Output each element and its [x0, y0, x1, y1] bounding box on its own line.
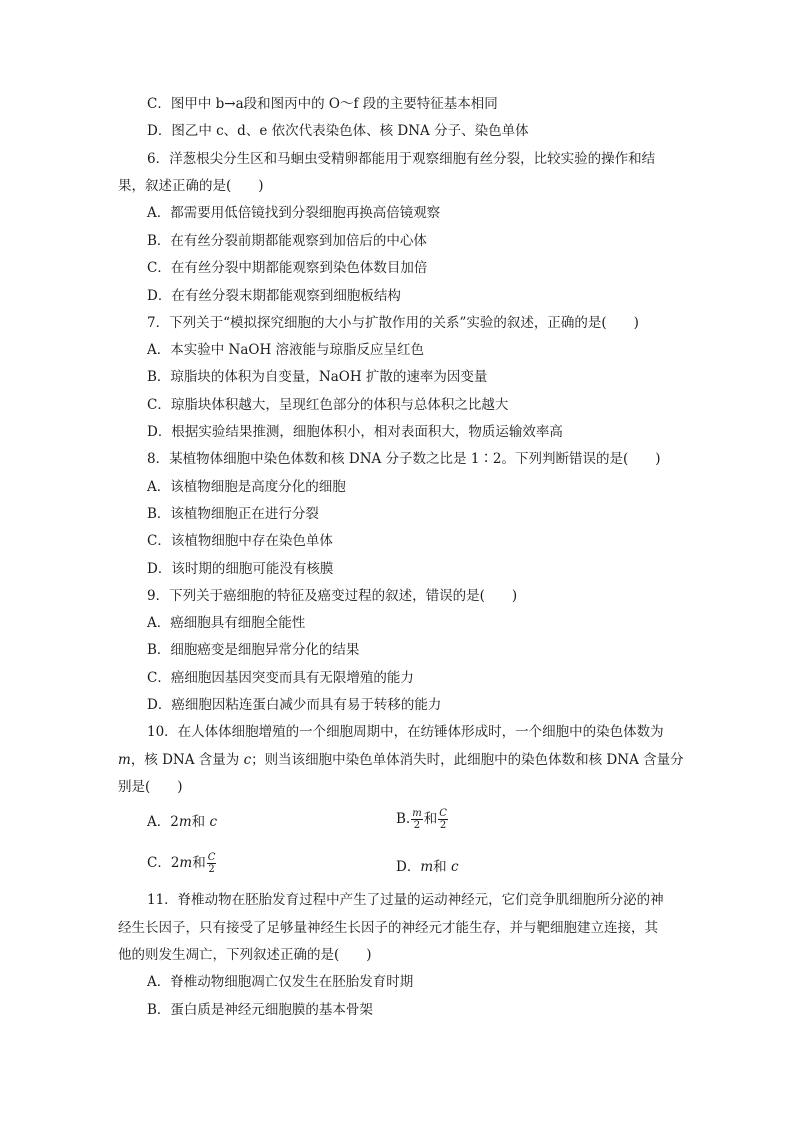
q10-stem-line-3: 别是( ) — [118, 779, 183, 795]
q5-option-c: C．图甲中 b→a段和图丙中的 O～f 段的主要特征基本相同 — [147, 96, 498, 112]
denominator: 2 — [208, 864, 215, 875]
q10-option-c — [147, 852, 217, 875]
q7-stem: 7．下列关于“模拟探究细胞的大小与扩散作用的关系”实验的叙述，正确的是( ) — [147, 315, 639, 331]
q10-option-b — [396, 808, 449, 831]
q11-option-a: A．脊椎动物细胞凋亡仅发生在胚胎发育时期 — [147, 974, 414, 990]
q9-option-a: A．癌细胞具有细胞全能性 — [147, 615, 306, 631]
q10-option-a — [147, 812, 217, 832]
var-m: m — [118, 752, 131, 768]
q9-stem: 9．下列关于癌细胞的特征及癌变过程的叙述，错误的是( ) — [147, 588, 518, 604]
fraction-m-over-2 — [411, 808, 422, 831]
q9-option-b: B．细胞癌变是细胞异常分化的结果 — [147, 642, 360, 658]
q8-option-a: A．该植物细胞是高度分化的细胞 — [147, 479, 346, 495]
var-c: c — [209, 814, 218, 830]
var-c: c — [243, 752, 252, 768]
q6-option-c: C．在有丝分裂中期都能观察到染色体数目加倍 — [147, 260, 428, 276]
q5-option-d: D．图乙中 c、d、e 依次代表染色体、核 DNA 分子、染色单体 — [147, 123, 529, 139]
fraction-c-over-2 — [207, 852, 217, 875]
option-label: B. — [396, 811, 411, 827]
text: 和 — [423, 811, 438, 827]
q6-option-d: D．在有丝分裂末期都能观察到细胞板结构 — [147, 288, 401, 304]
denominator: 2 — [413, 820, 421, 831]
text: 和 — [191, 814, 210, 830]
q7-option-a: A．本实验中 NaOH 溶液能与琼脂反应呈红色 — [147, 342, 425, 358]
q9-option-d: D．癌细胞因粘连蛋白减少而具有易于转移的能力 — [147, 697, 442, 713]
var-m: m — [178, 814, 192, 830]
q10-stem-line-1: 10．在人体体细胞增殖的一个细胞周期中，在纺锤体形成时，一个细胞中的染色体数为 — [147, 724, 664, 740]
numerator: m — [412, 808, 422, 819]
text: ；则当该细胞中染色单体消失时，此细胞中的染色体数和核 DNA 含量分 — [251, 752, 684, 768]
numerator: C — [439, 808, 447, 819]
q6-option-a: A．都需要用低倍镜找到分裂细胞再换高倍镜观察 — [147, 205, 441, 221]
q8-option-b: B．该植物细胞正在进行分裂 — [147, 506, 319, 522]
q8-option-c: C．该植物细胞中存在染色单体 — [147, 533, 333, 549]
option-label: A．2 — [147, 814, 179, 830]
numerator: C — [207, 852, 216, 863]
q11-stem-line-2: 经生长因子，只有接受了足够量神经生长因子的神经元才能生存，并与靶细胞建立连接，其 — [118, 920, 658, 936]
denominator: 2 — [439, 820, 447, 831]
var-c: c — [450, 859, 459, 875]
q10-option-d — [396, 857, 459, 877]
var-m: m — [420, 859, 434, 875]
q7-option-c: C．琼脂块体积越大，呈现红色部分的体积与总体积之比越大 — [147, 397, 509, 413]
q7-option-b: B．琼脂块的体积为自变量，NaOH 扩散的速率为因变量 — [147, 369, 488, 385]
q9-option-c: C．癌细胞因基因突变而具有无限增殖的能力 — [147, 670, 414, 686]
option-label: D． — [396, 859, 421, 875]
q10-stem-line-2 — [118, 750, 684, 770]
text: 和 — [433, 859, 451, 875]
q7-option-d: D．根据实验结果推测，细胞体积小，相对表面积大，物质运输效率高 — [147, 424, 563, 440]
text: 和 — [192, 855, 206, 871]
q6-stem-line-1: 6．洋葱根尖分生区和马蛔虫受精卵都能用于观察细胞有丝分裂，比较实验的操作和结 — [147, 151, 656, 167]
q8-option-d: D．该时期的细胞可能没有核膜 — [147, 561, 334, 577]
option-label: C．2 — [147, 855, 180, 871]
text: ，核 DNA 含量为 — [130, 752, 244, 768]
q6-option-b: B．在有丝分裂前期都能观察到加倍后的中心体 — [147, 233, 427, 249]
fraction-c-over-2 — [438, 808, 448, 831]
q11-stem-line-3: 他的则发生凋亡，下列叙述正确的是( ) — [118, 947, 372, 963]
var-m: m — [179, 855, 193, 871]
q11-option-b: B．蛋白质是神经元细胞膜的基本骨架 — [147, 1002, 373, 1018]
q6-stem-line-2: 果，叙述正确的是( ) — [118, 178, 264, 194]
q8-stem: 8．某植物体细胞中染色体数和核 DNA 分子数之比是 1∶2。下列判断错误的是( ) — [147, 451, 661, 467]
q11-stem-line-1: 11．脊椎动物在胚胎发育过程中产生了过量的运动神经元，它们竞争肌细胞所分泌的神 — [147, 892, 664, 908]
